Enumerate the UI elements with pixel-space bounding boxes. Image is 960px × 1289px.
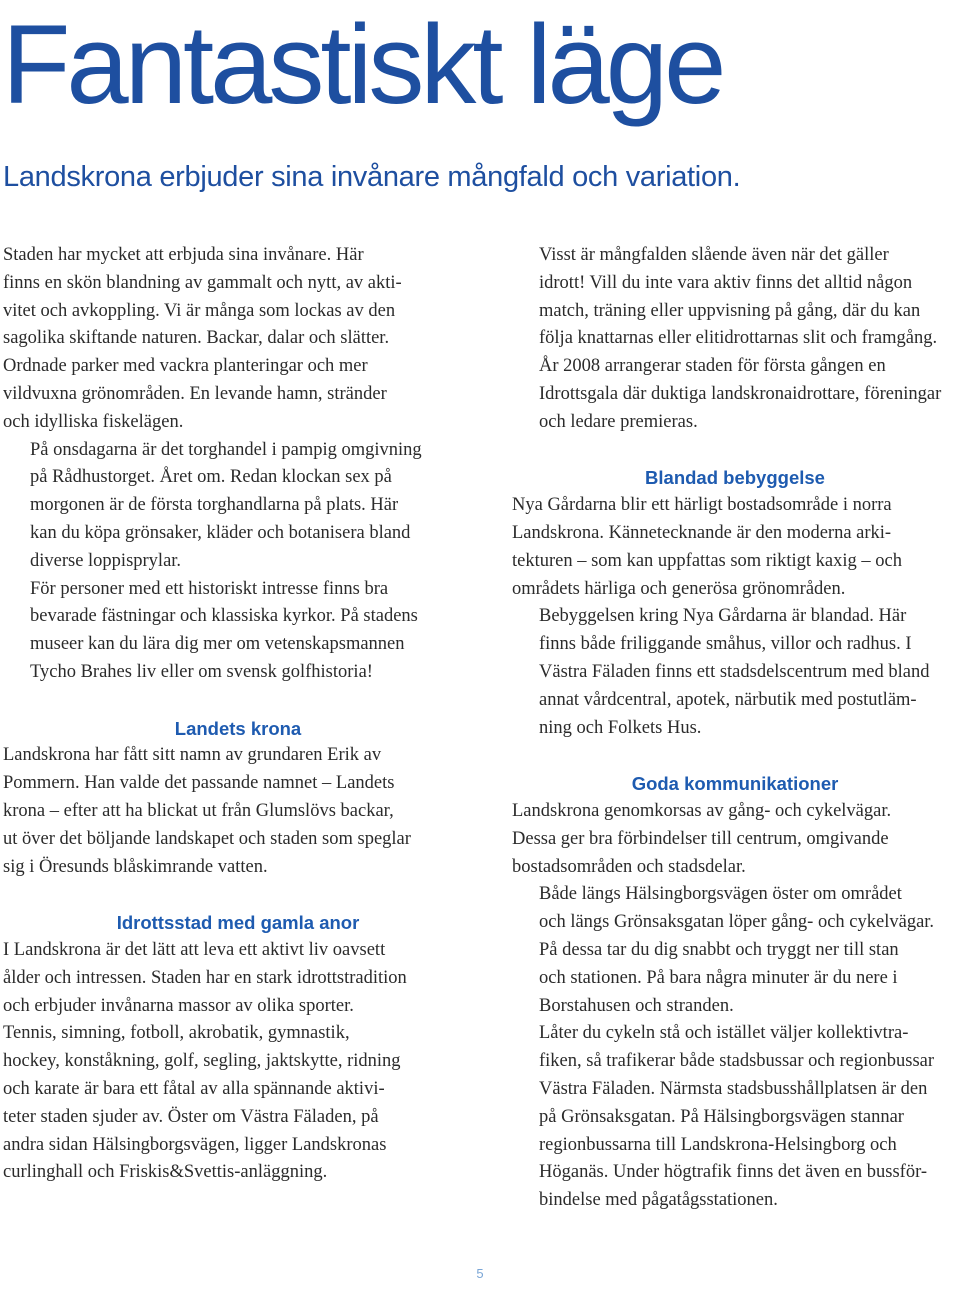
text-line: bindelse med pågatågsstationen. [539,1190,778,1211]
text-line: regionbussarna till Landskrona-Helsingborg och [539,1134,897,1155]
heading-landets-krona: Landets krona [174,717,302,739]
heading-goda-kommunikationer: Goda kommunikationer [631,773,839,795]
text-line: Låter du cykeln stå och istället väljer kollektivtra- [539,1023,909,1044]
text-line: Tycho Brahes liv eller om svensk golfhistoria! [30,661,373,682]
text-line: sagolika skiftande naturen. Backar, dalar och slätter. [3,328,390,349]
right-column [512,242,958,1215]
text-line: curlinghall och Friskis&Svettis-anläggning. [3,1162,328,1183]
text-line: och erbjuder invånarna massor av olika sporter. [3,995,354,1016]
text-line: museer kan du lära dig mer om vetenskapsmannen [30,634,405,655]
spacer [512,742,958,770]
text-line: Nya Gårdarna blir ett härligt bostadsområde i norra [512,495,892,516]
text-line: På onsdagarna är det torghandel i pampig omgivning [30,439,422,460]
text-line: Landskrona genomkorsas av gång- och cykelvägar. [512,800,892,821]
lead-subtitle: Landskrona erbjuder sina invånare mångfald och variation. [3,161,741,193]
text-line: på Grönsaksgatan. På Hälsingborgsvägen stannar [539,1106,904,1127]
text-line: ut över det böljande landskapet och staden som speglar [3,828,411,849]
text-line: I Landskrona är det lätt att leva ett aktivt liv oavsett [3,939,386,960]
text-line: finns en skön blandning av gammalt och nytt, av akti- [3,272,402,293]
heading-blandad-bebyggelse: Blandad bebyggelse [645,467,825,489]
text-line: Både längs Hälsingborgsvägen öster om området [539,884,902,905]
spacer [512,437,958,465]
text-line: krona – efter att ha blickat ut från Glumslövs backar, [3,800,394,821]
page-number: 5 [476,1266,484,1281]
kommunikationer-paragraph-1 [512,798,958,881]
intro-paragraph-3 [3,576,473,687]
text-line: bevarade fästningar och klassiska kyrkor. På stadens [30,606,418,627]
intro-paragraph-2 [3,437,473,576]
text-line: och ledare premieras. [539,411,698,432]
text-line: bostadsområden och stadsdelar. [512,856,746,877]
text-line: diverse loppisprylar. [30,550,182,571]
text-line: Västra Fäladen. Närmsta stadsbusshållplatsen är den [539,1078,928,1099]
page-title: Fantastiskt läge [2,2,723,127]
text-line: idrott! Vill du inte vara aktiv finns det alltid någon [539,272,913,293]
text-line: sig i Öresunds blåskimrande vatten. [3,856,268,877]
text-line: Höganäs. Under högtrafik finns det även en bussför- [539,1162,928,1183]
text-line: vildvuxna grönområden. En levande hamn, stränder [3,383,387,404]
spacer [3,881,473,909]
text-line: följa knattarnas eller elitidrottarnas slit och framgång. [539,328,938,349]
text-line: kan du köpa grönsaker, kläder och botanisera bland [30,522,411,543]
krona-paragraph [3,742,473,881]
text-line: Bebyggelsen kring Nya Gårdarna är blandad. Här [539,606,907,627]
text-line: Pommern. Han valde det passande namnet – Landets [3,773,395,794]
text-line: finns både friliggande småhus, villor och radhus. I [539,634,912,655]
text-line: fiken, så trafikerar både stadsbussar och regionbussar [539,1051,935,1072]
bebyggelse-paragraph-1 [512,492,958,603]
text-line: och karate är bara ett fåtal av alla spännande aktivi- [3,1078,385,1099]
text-line: Ordnade parker med vackra planteringar och mer [3,356,368,377]
bebyggelse-paragraph-2 [512,603,958,742]
text-line: År 2008 arrangerar staden för första gången en [539,356,886,377]
text-line: Staden har mycket att erbjuda sina invånare. Här [3,245,364,265]
text-line: Landskrona har fått sitt namn av grundaren Erik av [3,745,382,766]
text-line: annat vårdcentral, apotek, närbutik med postutläm- [539,689,917,710]
spacer [3,687,473,715]
text-line: ning och Folkets Hus. [539,717,702,738]
text-line: morgonen är de första torghandlarna på plats. Här [30,495,399,516]
text-line: För personer med ett historiskt intresse finns bra [30,578,389,599]
text-line: På dessa tar du dig snabbt och tryggt ner till stan [539,939,899,960]
text-line: och längs Grönsaksgatan löper gång- och cykelvägar. [539,912,935,933]
text-line: Tennis, simning, fotboll, akrobatik, gymnastik, [3,1023,350,1044]
text-line: ålder och intressen. Staden har en stark idrottstradition [3,967,407,988]
idrott-paragraph-1 [3,937,473,1187]
text-line: och stationen. På bara några minuter är du nere i [539,967,898,988]
intro-paragraph-1 [3,242,473,437]
text-line: andra sidan Hälsingborgsvägen, ligger Landskronas [3,1134,387,1155]
text-line: Västra Fäladen finns ett stadsdelscentrum med bland [539,661,930,682]
left-column [3,242,473,1187]
heading-idrottsstad: Idrottsstad med gamla anor [116,912,360,934]
text-line: områdets härliga och generösa grönområden. [512,578,846,599]
text-line: vitet och avkoppling. Vi är många som lockas av den [3,300,396,321]
idrott-paragraph-2 [512,242,958,353]
kommunikationer-paragraph-3 [512,1020,958,1215]
text-line: Visst är mångfalden slående även när det gäller [539,245,889,265]
text-line: Idrottsgala där duktiga landskronaidrottare, föreningar [539,383,942,404]
text-line: på Rådhustorget. Året om. Redan klockan sex på [30,467,392,488]
text-line: Borstahusen och stranden. [539,995,734,1016]
text-line: teter staden sjuder av. Öster om Västra Fäladen, på [3,1106,379,1127]
text-line: och idylliska fiskelägen. [3,411,184,432]
text-line: hockey, konståkning, golf, segling, jaktskytte, ridning [3,1051,401,1072]
text-line: tekturen – som kan uppfattas som riktigt kaxig – och [512,550,902,571]
text-line: Dessa ger bra förbindelser till centrum, omgivande [512,828,889,849]
text-line: Landskrona. Kännetecknande är den moderna arki- [512,522,892,543]
kommunikationer-paragraph-2 [512,881,958,1020]
text-line: match, träning eller uppvisning på gång, där du kan [539,300,921,321]
idrott-paragraph-3 [512,353,958,436]
